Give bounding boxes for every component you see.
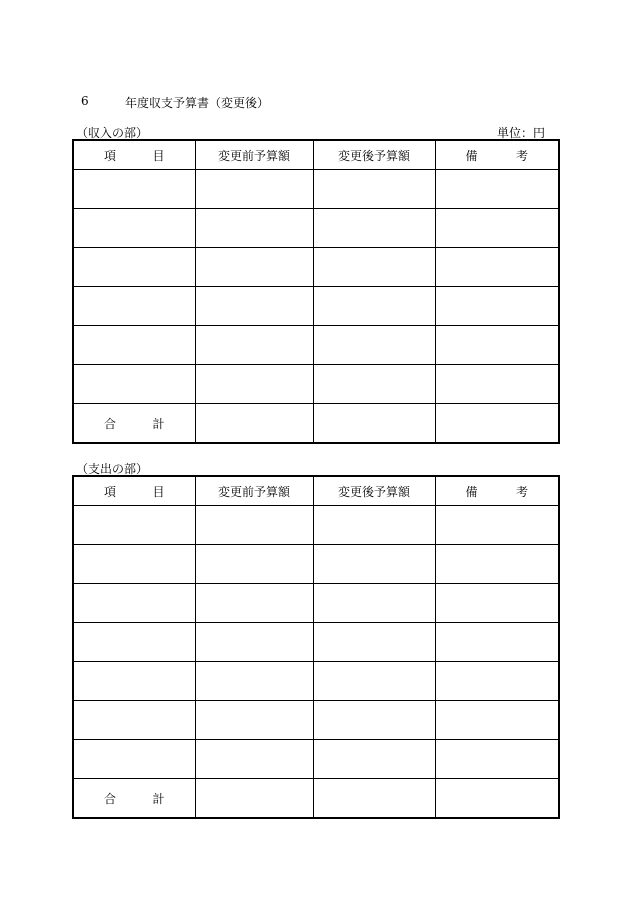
header-note-a: 備 [465,484,478,499]
header-note [435,140,559,170]
cell-item[interactable] [73,209,195,248]
income-table [72,139,560,444]
cell-note[interactable] [435,584,559,623]
total-label-a: 合 [104,416,117,431]
cell-before[interactable] [195,740,313,779]
cell-item[interactable] [73,248,195,287]
cell-before[interactable] [195,365,313,404]
cell-item[interactable] [73,326,195,365]
cell-before[interactable] [195,584,313,623]
expense-table [72,475,560,819]
header-note [435,476,559,506]
income-header-row [73,140,559,170]
table-row [73,209,559,248]
document-title [81,94,269,111]
cell-after[interactable] [313,209,435,248]
cell-note[interactable] [435,209,559,248]
cell-after[interactable] [313,287,435,326]
cell-after[interactable] [313,701,435,740]
total-before[interactable] [195,404,313,444]
total-note[interactable] [435,779,559,819]
header-item [73,476,195,506]
cell-before[interactable] [195,209,313,248]
table-row [73,740,559,779]
header-note-b: 考 [515,484,528,499]
cell-item[interactable] [73,365,195,404]
table-row [73,545,559,584]
cell-before[interactable] [195,623,313,662]
total-label [73,404,195,444]
cell-after[interactable] [313,662,435,701]
header-before: 変更前予算額 [195,476,313,506]
table-row [73,584,559,623]
cell-after[interactable] [313,170,435,209]
header-note-b: 考 [515,148,528,163]
header-item [73,140,195,170]
total-after[interactable] [313,404,435,444]
cell-note[interactable] [435,740,559,779]
cell-note[interactable] [435,662,559,701]
cell-after[interactable] [313,623,435,662]
cell-note[interactable] [435,623,559,662]
total-label-b: 計 [152,791,165,806]
table-row [73,365,559,404]
income-total-row [73,404,559,444]
cell-note[interactable] [435,506,559,545]
cell-after[interactable] [313,545,435,584]
cell-after[interactable] [313,506,435,545]
cell-item[interactable] [73,170,195,209]
cell-item[interactable] [73,545,195,584]
cell-note[interactable] [435,248,559,287]
table-row [73,506,559,545]
header-item-b: 目 [152,484,165,499]
cell-after[interactable] [313,740,435,779]
cell-after[interactable] [313,248,435,287]
expense-total-row [73,779,559,819]
cell-note[interactable] [435,170,559,209]
unit-label: 単位：円 [496,126,545,140]
expense-header-row [73,476,559,506]
cell-item[interactable] [73,740,195,779]
total-note[interactable] [435,404,559,444]
title-text: 年度収支予算書（変更後） [125,96,270,110]
title-number: 6 [81,94,89,108]
cell-after[interactable] [313,365,435,404]
header-item-b: 目 [152,148,165,163]
income-section-label: （収入の部） [76,126,149,140]
header-before: 変更前予算額 [195,140,313,170]
header-item-a: 項 [104,148,117,163]
header-item-a: 項 [104,484,117,499]
cell-item[interactable] [73,623,195,662]
total-before[interactable] [195,779,313,819]
table-row [73,248,559,287]
cell-before[interactable] [195,326,313,365]
cell-before[interactable] [195,506,313,545]
table-row [73,287,559,326]
total-after[interactable] [313,779,435,819]
cell-before[interactable] [195,287,313,326]
cell-note[interactable] [435,287,559,326]
cell-item[interactable] [73,701,195,740]
cell-after[interactable] [313,326,435,365]
expense-section-label: （支出の部） [76,462,149,476]
header-after: 変更後予算額 [313,140,435,170]
header-note-a: 備 [465,148,478,163]
cell-item[interactable] [73,584,195,623]
cell-before[interactable] [195,545,313,584]
cell-note[interactable] [435,701,559,740]
table-row [73,326,559,365]
cell-before[interactable] [195,662,313,701]
cell-item[interactable] [73,662,195,701]
total-label [73,779,195,819]
header-after: 変更後予算額 [313,476,435,506]
cell-item[interactable] [73,287,195,326]
cell-note[interactable] [435,365,559,404]
cell-after[interactable] [313,584,435,623]
cell-note[interactable] [435,326,559,365]
total-label-a: 合 [104,791,117,806]
cell-before[interactable] [195,701,313,740]
table-row [73,701,559,740]
total-label-b: 計 [152,416,165,431]
cell-before[interactable] [195,170,313,209]
table-row [73,623,559,662]
cell-note[interactable] [435,545,559,584]
cell-item[interactable] [73,506,195,545]
table-row [73,170,559,209]
cell-before[interactable] [195,248,313,287]
table-row [73,662,559,701]
